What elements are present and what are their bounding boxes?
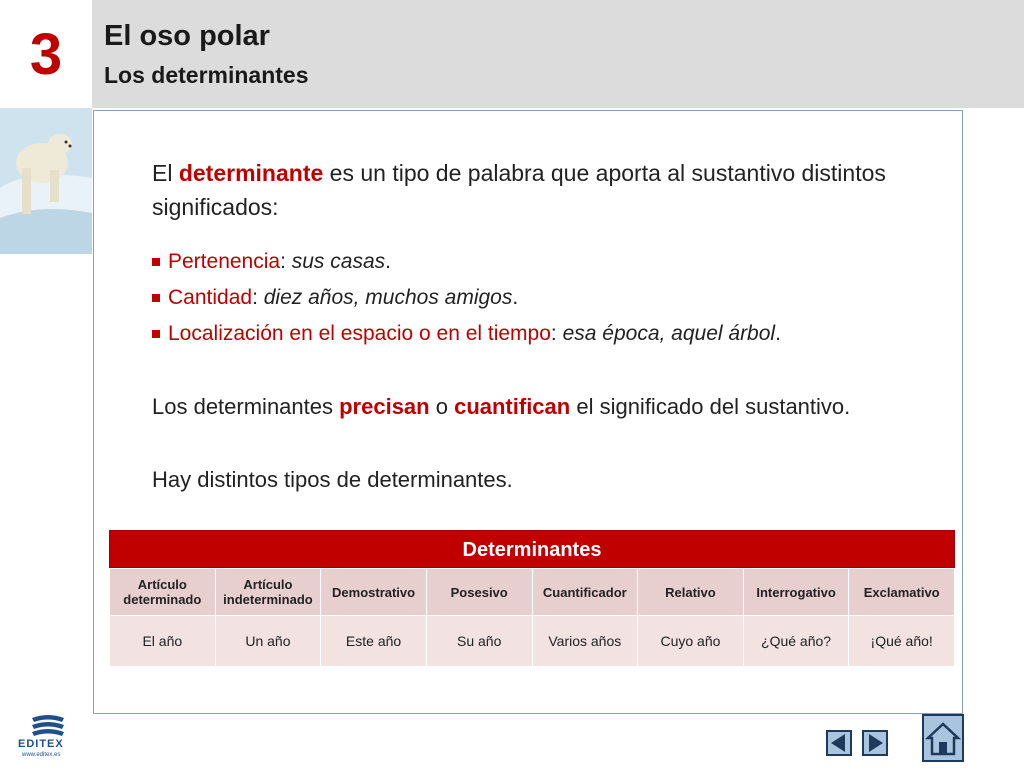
next-button[interactable]	[862, 730, 888, 756]
square-bullet-icon	[152, 258, 160, 266]
logo-url: www.editex.es	[22, 752, 61, 758]
bullet-label: Localización en el espacio o en el tiempo	[168, 322, 551, 345]
house-icon	[924, 716, 962, 760]
table-cell: Su año	[426, 616, 532, 667]
column-header: Artículo indeterminado	[215, 569, 321, 616]
bullet-sep: :	[280, 250, 292, 273]
column-header: Demostrativo	[321, 569, 427, 616]
column-header: Interrogativo	[743, 569, 849, 616]
column-header: Posesivo	[426, 569, 532, 616]
bullet-end: .	[512, 286, 519, 309]
table-cell: Cuyo año	[638, 616, 744, 667]
triangle-right-icon	[864, 732, 886, 754]
slide-title: El oso polar	[104, 20, 270, 52]
para1-word-precisan: precisan	[339, 394, 430, 419]
table-header-row	[110, 569, 955, 616]
triangle-left-icon	[828, 732, 850, 754]
square-bullet-icon	[152, 294, 160, 302]
para1-word-cuantifican: cuantifican	[454, 394, 571, 419]
list-item	[152, 244, 942, 280]
bullet-label: Pertenencia	[168, 250, 281, 273]
table-title: Determinantes	[109, 530, 955, 568]
bullet-end: .	[775, 322, 781, 345]
meaning-list	[152, 244, 942, 352]
polar-bear-image	[0, 108, 92, 254]
intro-paragraph	[152, 156, 912, 224]
column-header: Cuantificador	[532, 569, 638, 616]
previous-button[interactable]	[826, 730, 852, 756]
bullet-sep: :	[252, 286, 264, 309]
table-cell: ¡Qué año!	[849, 616, 955, 667]
table-cell: ¿Qué año?	[743, 616, 849, 667]
header-band	[92, 0, 1024, 108]
para1-post: el significado del sustantivo.	[570, 394, 851, 419]
bullet-sep: :	[550, 322, 563, 345]
bullet-example: sus casas	[291, 250, 386, 273]
logo-text: EDITEX	[18, 738, 64, 750]
bullet-label: Cantidad	[168, 286, 253, 309]
bullet-end: .	[385, 250, 391, 273]
types-paragraph: Hay distintos tipos de determinantes.	[152, 467, 513, 492]
precision-paragraph	[152, 394, 850, 420]
home-button[interactable]	[922, 714, 964, 762]
square-bullet-icon	[152, 330, 160, 338]
bullet-example: diez años, muchos amigos	[263, 286, 513, 309]
intro-post: es un tipo de palabra que aporta al sustantivo distintos significados:	[152, 160, 886, 220]
column-header: Exclamativo	[849, 569, 955, 616]
section-number-box	[0, 0, 92, 108]
slide-subtitle: Los determinantes	[104, 62, 309, 88]
column-header: Relativo	[638, 569, 744, 616]
intro-highlight: determinante	[178, 160, 324, 186]
table-cell: Este año	[321, 616, 427, 667]
bullet-example: esa época, aquel árbol	[562, 322, 776, 345]
para1-mid: o	[429, 394, 455, 419]
table-cell: Varios años	[532, 616, 638, 667]
table-cell: El año	[110, 616, 216, 667]
column-header: Artículo determinado	[110, 569, 216, 616]
list-item	[152, 280, 942, 316]
list-item	[152, 316, 942, 352]
section-number: 3	[29, 21, 63, 87]
intro-pre: El	[152, 160, 179, 186]
para1-pre: Los determinantes	[152, 394, 340, 419]
table-cell: Un año	[215, 616, 321, 667]
determiners-table	[109, 530, 955, 667]
table-row	[110, 616, 955, 667]
